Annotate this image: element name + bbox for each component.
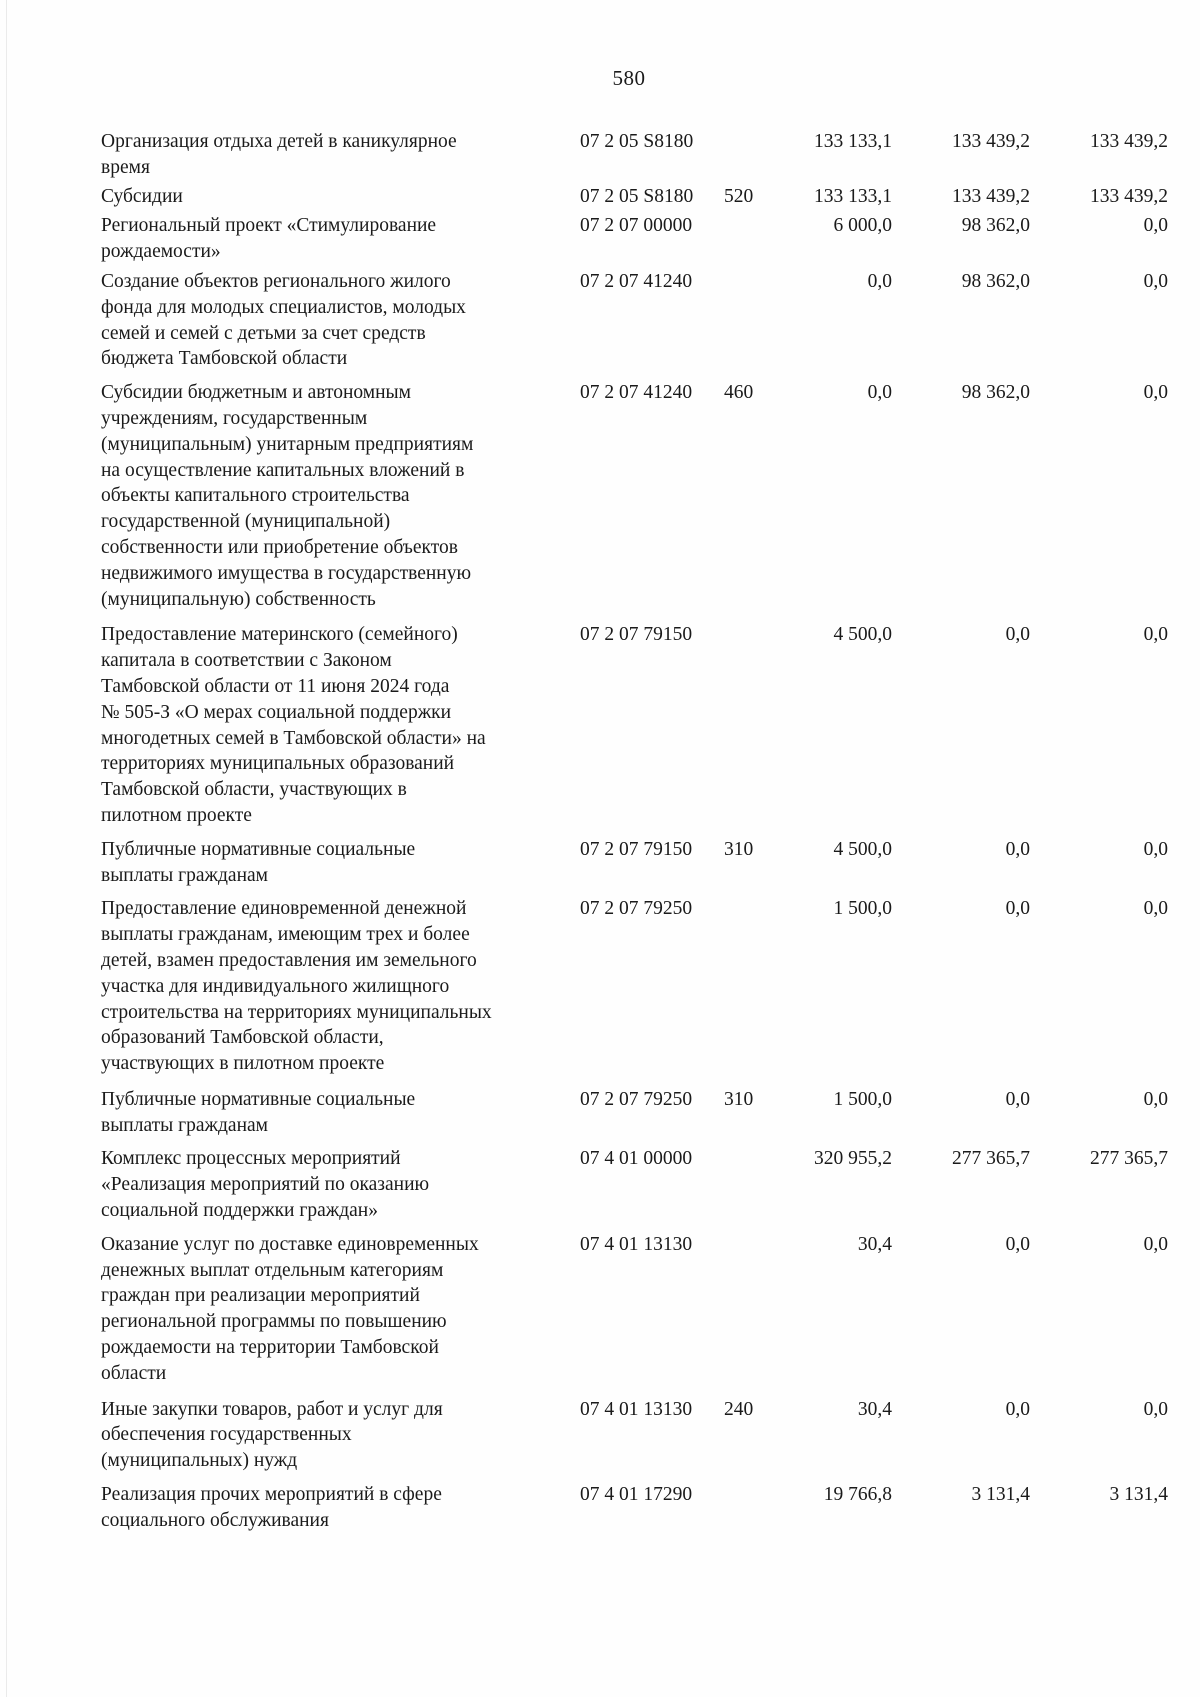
- row-value-2: 98 362,0: [961, 270, 1030, 292]
- table-row: [101, 1482, 1171, 1534]
- table-row: [101, 622, 1171, 828]
- table-row: [101, 1232, 1171, 1387]
- row-value-3: 0,0: [1143, 1398, 1168, 1420]
- table-row: [101, 184, 1171, 210]
- table-row: [101, 896, 1171, 1077]
- table-row: [101, 837, 1171, 889]
- row-name: Предоставление единовременной денежной выплаты гражданам, имеющим трех и более детей, взамен предоставления им земельного участка для индивидуального жилищного строительства на территориях муниципальных образований Тамбовской области, участвующих в пилотном проекте: [101, 898, 492, 1075]
- row-code: 07 2 07 79250: [580, 898, 693, 920]
- row-value-1: 133 133,1: [814, 185, 892, 207]
- row-value-3: 0,0: [1143, 382, 1168, 404]
- row-value-2: 98 362,0: [961, 382, 1030, 404]
- row-code: 07 2 07 79150: [580, 838, 693, 860]
- row-value-2: 133 439,2: [952, 131, 1030, 152]
- row-value-3: 133 439,2: [1090, 185, 1168, 207]
- row-value-3: 0,0: [1143, 215, 1168, 237]
- table-row: [101, 1146, 1171, 1223]
- row-code: 07 4 01 13130: [580, 1233, 693, 1255]
- row-type: 310: [724, 838, 754, 860]
- row-value-3: 3 131,4: [1109, 1484, 1168, 1506]
- row-code: 07 2 05 S8180: [580, 131, 694, 152]
- row-value-1: 30,4: [857, 1398, 892, 1420]
- row-code: 07 2 05 S8180: [580, 185, 694, 207]
- row-name: Публичные нормативные социальные выплаты гражданам: [101, 1088, 416, 1136]
- page-number: 580: [612, 66, 646, 90]
- row-value-2: 0,0: [1005, 1088, 1030, 1110]
- row-name: Организация отдыха детей в каникулярное время: [101, 131, 457, 178]
- table-row: [101, 269, 1171, 372]
- row-code: 07 2 07 00000: [580, 215, 693, 237]
- row-code: 07 2 07 41240: [580, 270, 693, 292]
- row-value-2: 277 365,7: [952, 1148, 1030, 1170]
- row-value-1: 4 500,0: [833, 838, 892, 860]
- row-code: 07 2 07 79250: [580, 1088, 693, 1110]
- row-value-2: 98 362,0: [961, 215, 1030, 237]
- row-value-2: 0,0: [1005, 1398, 1030, 1420]
- table-row: [101, 129, 1171, 181]
- row-code: 07 4 01 13130: [580, 1398, 693, 1420]
- row-value-1: 1 500,0: [833, 898, 892, 920]
- row-name: Региональный проект «Стимулирование рождаемости»: [101, 215, 437, 263]
- row-name: Оказание услуг по доставке единовременных денежных выплат отдельным категориям граждан при реализации мероприятий региональной программы по повышению рождаемости на территории Тамбовской области: [101, 1233, 479, 1384]
- row-type: 240: [724, 1398, 754, 1420]
- row-name: Реализация прочих мероприятий в сфере социального обслуживания: [101, 1484, 442, 1531]
- row-value-1: 1 500,0: [833, 1088, 892, 1110]
- row-value-1: 19 766,8: [823, 1484, 892, 1506]
- row-type: 520: [724, 185, 754, 207]
- row-name: Комплекс процессных мероприятий «Реализация мероприятий по оказанию социальной поддержки граждан»: [101, 1148, 430, 1222]
- row-code: 07 4 01 00000: [580, 1148, 693, 1170]
- row-code: 07 2 07 41240: [580, 382, 693, 404]
- row-value-2: 0,0: [1005, 838, 1030, 860]
- row-value-1: 30,4: [857, 1233, 892, 1255]
- budget-table: [101, 129, 1171, 1534]
- row-value-3: 0,0: [1143, 1088, 1168, 1110]
- scan-edge: [6, 0, 7, 1697]
- table-row: [101, 213, 1171, 265]
- row-value-1: 320 955,2: [814, 1148, 892, 1170]
- table-row: [101, 1087, 1171, 1139]
- row-type: 460: [724, 382, 754, 404]
- row-code: 07 2 07 79150: [580, 624, 693, 646]
- row-value-3: 0,0: [1143, 898, 1168, 920]
- row-name: Иные закупки товаров, работ и услуг для обеспечения государственных (муниципальных) нужд: [101, 1398, 443, 1472]
- row-value-3: 0,0: [1143, 1233, 1168, 1255]
- row-value-3: 0,0: [1143, 624, 1168, 646]
- row-type: 310: [724, 1088, 754, 1110]
- row-value-1: 133 133,1: [814, 131, 892, 152]
- row-name: Создание объектов регионального жилого фонда для молодых специалистов, молодых семей и семей с детьми за счет средств бюджета Тамбовской области: [101, 270, 466, 370]
- row-value-3: 133 439,2: [1090, 131, 1168, 152]
- row-value-1: 0,0: [867, 382, 892, 404]
- row-value-1: 6 000,0: [833, 215, 892, 237]
- row-value-2: 0,0: [1005, 1233, 1030, 1255]
- table-row: [101, 1397, 1171, 1474]
- row-value-1: 4 500,0: [833, 624, 892, 646]
- row-value-3: 277 365,7: [1090, 1148, 1168, 1170]
- table-row: [101, 380, 1171, 612]
- row-value-3: 0,0: [1143, 838, 1168, 860]
- row-name: Субсидии: [101, 185, 183, 207]
- row-value-1: 0,0: [867, 270, 892, 292]
- row-name: Предоставление материнского (семейного) капитала в соответствии с Законом Тамбовской области от 11 июня 2024 года № 505-З «О мерах социальной поддержки многодетных семей в Тамбовской области» на территориях муниципальных образований Тамбовской области, участвующих в пилотном проекте: [101, 624, 486, 826]
- row-name: Субсидии бюджетным и автономным учреждениям, государственным (муниципальным) унитарным предприятиям на осуществление капитальных вложений в объекты капитального строительства государственной (муниципальной) собственности или приобретение объектов недвижимого имущества в государственную (муниципальную) собственность: [101, 382, 474, 610]
- row-value-2: 133 439,2: [952, 185, 1030, 207]
- row-value-3: 0,0: [1143, 270, 1168, 292]
- row-name: Публичные нормативные социальные выплаты гражданам: [101, 838, 416, 886]
- row-value-2: 3 131,4: [971, 1484, 1030, 1506]
- row-code: 07 4 01 17290: [580, 1484, 693, 1506]
- row-value-2: 0,0: [1005, 624, 1030, 646]
- row-value-2: 0,0: [1005, 898, 1030, 920]
